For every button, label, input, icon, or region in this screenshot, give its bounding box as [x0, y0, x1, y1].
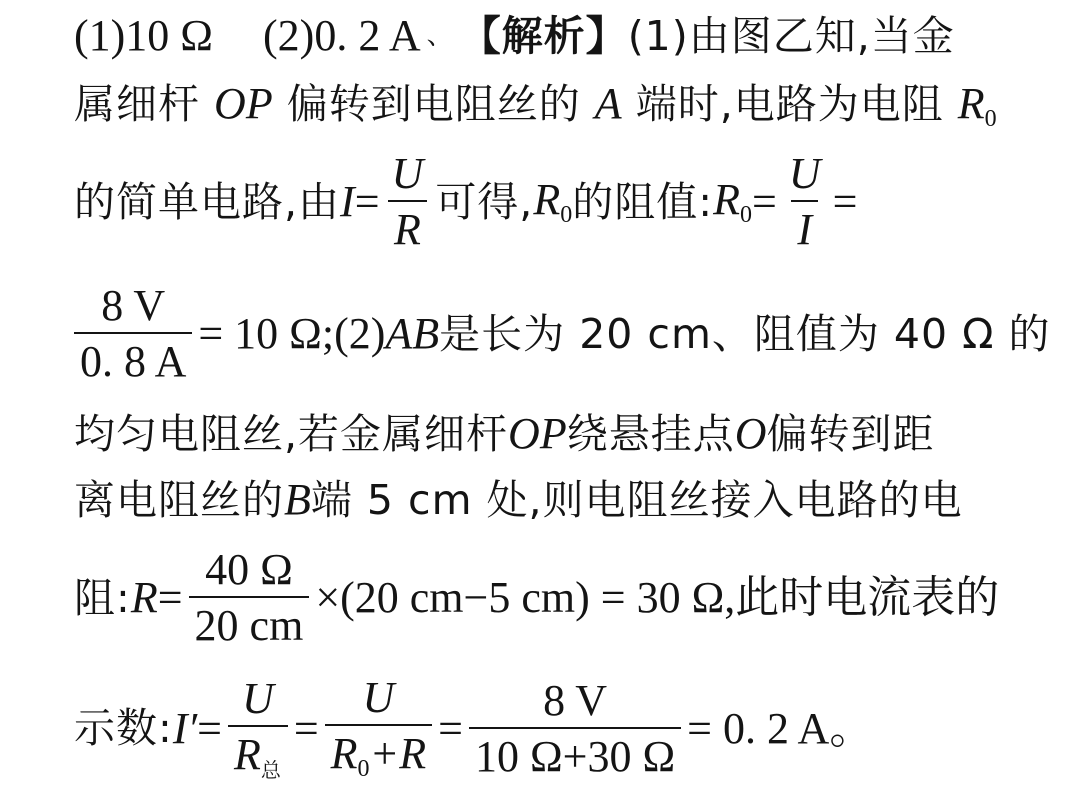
equals: = [293, 703, 319, 753]
equals: = [751, 177, 777, 226]
analysis-heading: 【解析】 [459, 11, 628, 60]
line-7-text-a: 阻: [74, 573, 131, 622]
fraction-numerator: 40 Ω [205, 545, 293, 594]
line-4 [74, 281, 1056, 386]
line-6-text-b: 端 5 cm 处,则电阻丝接入电路的电 [310, 475, 963, 524]
line-2-text-c: 端时,电路为电阻 [621, 80, 958, 128]
symbol-o: O [734, 409, 767, 458]
line-3-text-a: 的简单电路,由 [74, 177, 341, 226]
fraction-u-over-r [386, 149, 430, 254]
line-3-text-c: 的阻值: [572, 177, 714, 226]
line-3-text-b: 可得, [435, 177, 534, 226]
line-8 [74, 673, 1056, 782]
symbol-r0: $R_0$ [713, 174, 752, 228]
fraction-denominator: I [791, 200, 818, 252]
fraction-numerator: U [391, 149, 424, 198]
fraction-denominator: $R_0+R$ [325, 724, 432, 781]
fraction-8v-over-40ohm [469, 675, 681, 781]
final-answer: = 0. 2 A。 [687, 703, 874, 753]
equals: = [197, 703, 222, 753]
fraction-denominator: $R_总$ [228, 725, 288, 780]
fraction-u-over-r-total [228, 674, 288, 782]
line-3 [74, 149, 1056, 254]
fraction-denominator: 0. 8 A [74, 332, 192, 384]
symbol-op: OP [214, 79, 273, 128]
equals: = [832, 177, 858, 226]
equals: = [354, 177, 380, 226]
line-4-text: 是长为 20 cm、阻值为 40 Ω 的 [439, 309, 1051, 358]
line-5-text-c: 偏转到距 [766, 409, 935, 458]
line-5-text-b: 绕悬挂点 [566, 409, 735, 458]
line-7-text-b: ×(20 cm−5 cm) = 30 Ω,此时电流表的 [315, 573, 1000, 622]
line-5-text-a: 均匀电阻丝,若金属细杆 [74, 409, 509, 458]
line-8-text-a: 示数: [74, 704, 173, 752]
symbol-i: I [340, 177, 355, 226]
symbol-r: R [130, 573, 158, 622]
fraction-numerator: U [788, 149, 821, 198]
separator: 、 [426, 21, 454, 51]
answer-2: (2)0. 2 A [263, 11, 421, 60]
line-6-text-a: 离电阻丝的 [74, 475, 284, 524]
line-2 [74, 79, 1056, 132]
fraction-numerator: 8 V [543, 675, 608, 725]
fraction-numerator: U [241, 674, 274, 723]
symbol-b: B [284, 475, 311, 524]
symbol-op: OP [508, 409, 567, 458]
symbol-ab: AB [385, 309, 440, 358]
equals: = [438, 703, 463, 753]
fraction-40-over-20cm [189, 545, 310, 650]
fraction-denominator: 20 cm [189, 596, 310, 648]
fraction-u-over-i [783, 149, 827, 254]
line-7 [74, 545, 1056, 650]
fraction-denominator: 10 Ω+30 Ω [469, 727, 681, 779]
equals: = [157, 573, 183, 622]
line-6 [74, 475, 1056, 524]
line-4-result: = 10 Ω;(2) [198, 309, 386, 358]
line-2-text-a: 属细杆 [74, 80, 215, 128]
fraction-numerator: U [362, 673, 395, 722]
line-1-text: (1)由图乙知,当金 [627, 11, 955, 60]
line-2-text-b: 偏转到电阻丝的 [272, 80, 595, 128]
fraction-numerator: 8 V [101, 281, 166, 330]
fraction-u-over-r0-plus-r [325, 673, 432, 782]
fraction-8v-over-08a [74, 281, 192, 386]
answer-1: (1)10 Ω [74, 11, 214, 60]
symbol-a: A [594, 79, 622, 128]
symbol-r0: $R_0$ [957, 79, 997, 132]
line-5 [74, 409, 1056, 458]
line-1 [74, 11, 1056, 60]
fraction-denominator: R [388, 200, 427, 252]
symbol-r0: $R_0$ [533, 174, 573, 228]
symbol-i-prime: I′ [172, 703, 198, 753]
